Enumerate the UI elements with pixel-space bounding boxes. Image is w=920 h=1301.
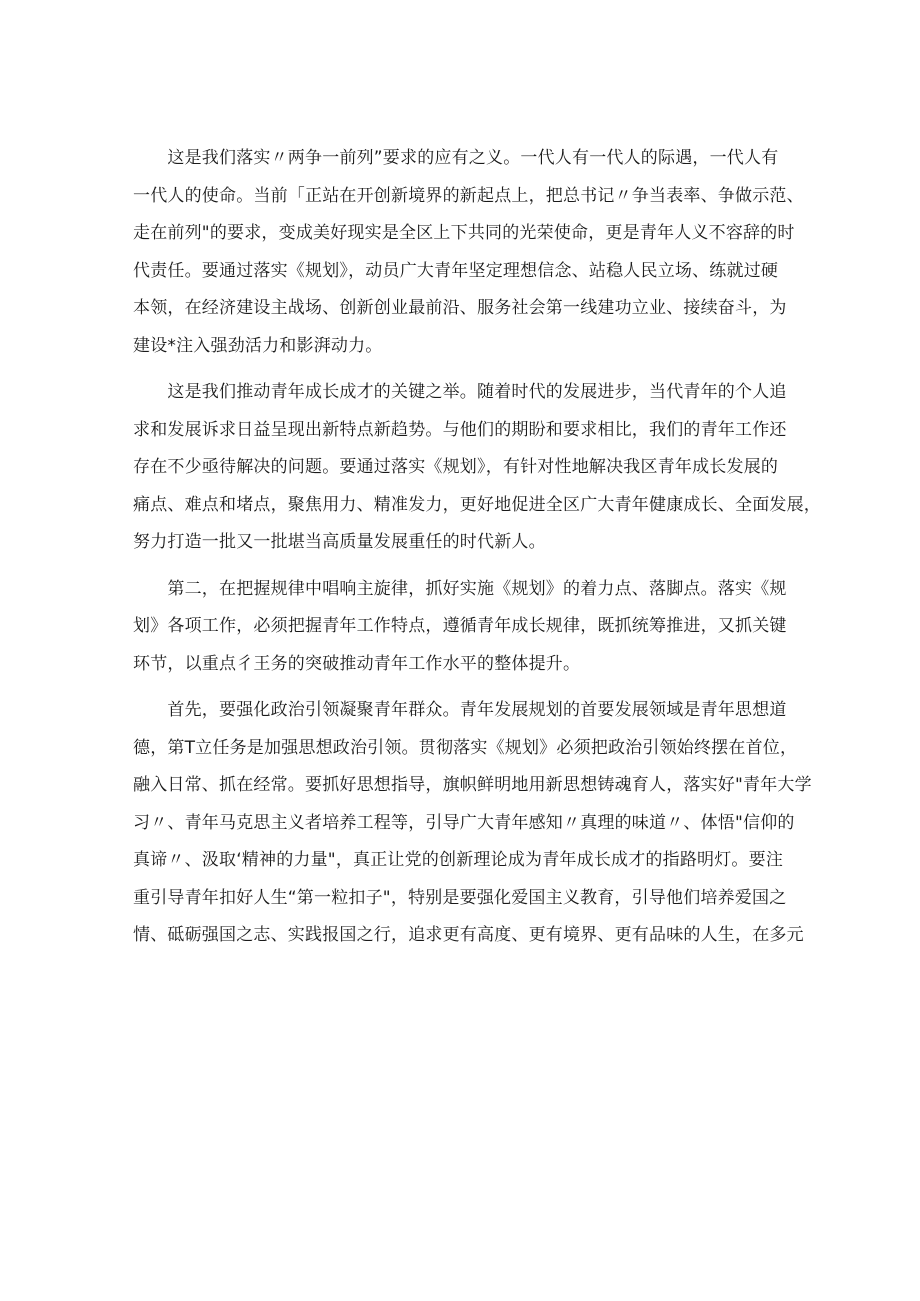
document-body (133, 140, 821, 955)
paragraph-line: 痛点、难点和堵点，聚焦用力、精准发力，更好地促进全区广大青年健康成长、全面发展， (133, 494, 821, 515)
paragraph-line: 努力打造一批又一批堪当高质量发展重任的时代新人。 (133, 532, 546, 552)
paragraph-line: 代责任。要通过落实《规划》，动员广大青年坚定理想信念、站稳人民立场、练就过硬 (133, 260, 779, 281)
paragraph-line: 一代人的使命。当前「正站在开创新境界的新起点上，把总书记〃争当表率、争做示范、 (133, 185, 804, 206)
paragraph-line: 划》各项工作，必须把握青年工作特点，遵循青年成长规律，既抓统筹推进，又抓关键 (133, 616, 787, 636)
paragraph-line: 环节，以重点彳王务的突破推动青年工作水平的整体提升。 (133, 653, 581, 674)
paragraph-3 (133, 571, 788, 684)
paragraph-line: 本领，在经济建设主战场、创新创业最前沿、服务社会第一线建功立业、接续奋斗，为 (133, 298, 787, 318)
paragraph-line: 求和发展诉求日益呈现出新特点新趋势。与他们的期盼和要求相比，我们的青年工作还 (133, 419, 787, 440)
paragraph-line: 这是我们落实〃两争一前列”要求的应有之义。一代人有一代人的际遇，一代人有 (133, 148, 779, 168)
paragraph-line: 真谛〃、汲取‘精神的力量"，真正让党的创新理论成为青年成长成才的指路明灯。要注 (133, 850, 784, 870)
paragraph-line: 走在前列"的要求，变成美好现实是全区上下共同的光荣使命，更是青年人义不容辞的时 (133, 223, 795, 243)
paragraph-line: 存在不少亟待解决的问题。要通过落实《规划》，有针对性地解决我区青年成长发展的 (133, 457, 779, 477)
paragraph-line: 这是我们推动青年成长成才的关键之举。随着时代的发展进步，当代青年的个人追 (133, 382, 787, 402)
paragraph-line: 融入日常、抓在经常。要抓好思想指导，旗帜鲜明地用新思想铸魂育人，落实好"青年大学 (133, 775, 812, 795)
paragraph-line: 情、砥砺强国之志、实践报国之行，追求更有高度、更有境界、更有品味的人生，在多元 (133, 925, 804, 945)
paragraph-1 (133, 140, 804, 365)
paragraph-line: 第二，在把握规律中唱响主旋律，抓好实施《规划》的着力点、落脚点。落实《规 (133, 578, 787, 599)
paragraph-line: 习〃、青年马克思主义者培养工程等，引导广大青年感知〃真理的味道〃、体悟"信仰的 (133, 812, 795, 833)
paragraph-line: 首先，要强化政治引领凝聚青年群众。青年发展规划的首要发展领域是青年思想道 (133, 700, 787, 720)
paragraph-4 (133, 692, 812, 955)
paragraph-line: 德，第T立任务是加强思想政治引领。贯彻落实《规划》必须把政治引领始终摆在首位， (133, 737, 798, 758)
paragraph-line: 建设*注入强劲活力和影湃动力。 (133, 335, 383, 356)
paragraph-2 (133, 374, 821, 562)
paragraph-line: 重引导青年扣好人生“第一粒扣子"，特别是要强化爱国主义教育，引导他们培养爱国之 (133, 887, 787, 908)
